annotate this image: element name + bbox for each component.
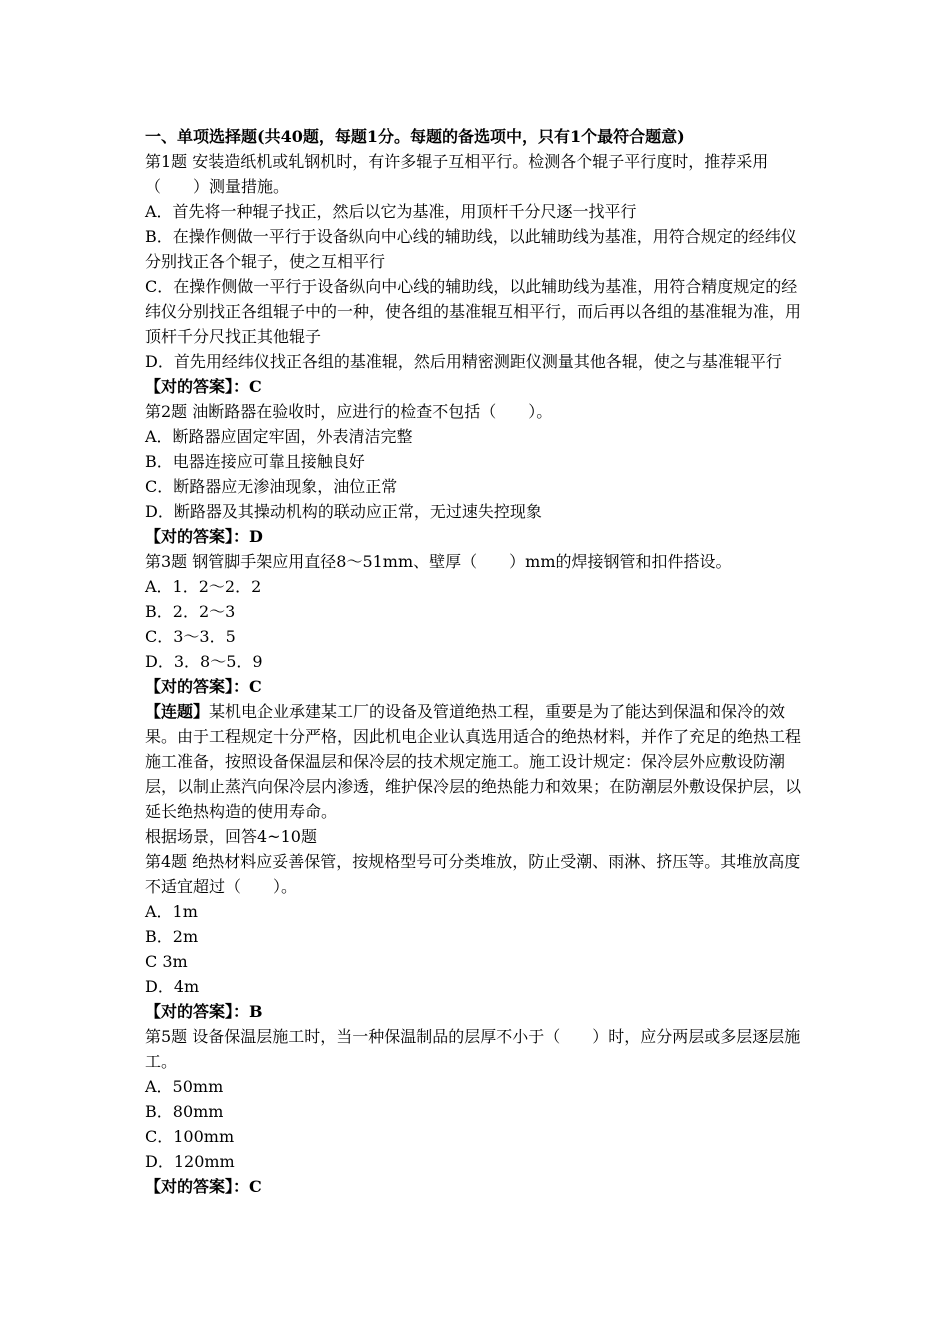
option-a: A．1m	[145, 902, 198, 921]
answer: 【对的答案】：C	[145, 377, 262, 396]
option-a: A．断路器应固定牢固，外表清洁完整	[145, 427, 413, 446]
answer: 【对的答案】：B	[145, 1002, 263, 1021]
question-4	[145, 849, 810, 1024]
option-c: C 3m	[145, 952, 188, 971]
option-b: B．电器连接应可靠且接触良好	[145, 452, 365, 471]
option-d: D．4m	[145, 977, 200, 996]
question-stem: 第2题 油断路器在验收时，应进行的检查不包括（ ）。	[145, 402, 553, 421]
answer: 【对的答案】：C	[145, 677, 262, 696]
option-a: A．50mm	[145, 1077, 224, 1096]
option-d: D．3．8～5．9	[145, 652, 263, 671]
option-a: A．首先将一种辊子找正，然后以它为基准，用顶杆千分尺逐一找平行	[145, 202, 637, 221]
option-c: C．在操作侧做一平行于设备纵向中心线的辅助线，以此辅助线为基准，用符合精度规定的经纬仪分别找正各组辊子中的一种，使各组的基准辊互相平行，而后再以各组的基准辊为准，用顶杆千分尺找正其他辊子	[145, 277, 802, 346]
case-label: 【连题】	[145, 702, 210, 721]
question-stem: 第3题 钢管脚手架应用直径8～51mm、壁厚（ ）mm的焊接钢管和扣件搭设。	[145, 552, 732, 571]
option-a: A．1．2～2．2	[145, 577, 262, 596]
question-stem: 第1题 安装造纸机或轧钢机时，有许多辊子互相平行。检测各个辊子平行度时，推荐采用（ ）测量措施。	[145, 152, 769, 196]
answer: 【对的答案】：D	[145, 527, 263, 546]
option-c: C．3～3．5	[145, 627, 236, 646]
option-b: B．80mm	[145, 1102, 224, 1121]
option-d: D．首先用经纬仪找正各组的基准辊，然后用精密测距仪测量其他各辊，使之与基准辊平行	[145, 352, 782, 371]
question-stem: 第4题 绝热材料应妥善保管，按规格型号可分类堆放，防止受潮、雨淋、挤压等。其堆放高度不适宜超过（ ）。	[145, 852, 801, 896]
question-stem: 第5题 设备保温层施工时，当一种保温制品的层厚不小于（ ）时，应分两层或多层逐层施工。	[145, 1027, 801, 1071]
answer: 【对的答案】：C	[145, 1177, 262, 1196]
case-prompt: 根据场景，回答4~10题	[145, 827, 317, 846]
question-5	[145, 1024, 810, 1199]
section-title: 一、单项选择题(共40题，每题1分。每题的备选项中，只有1个最符合题意)	[145, 127, 685, 146]
case-scenario	[145, 699, 810, 849]
option-d: D．断路器及其操动机构的联动应正常，无过速失控现象	[145, 502, 542, 521]
option-c: C．100mm	[145, 1127, 235, 1146]
option-b: B．在操作侧做一平行于设备纵向中心线的辅助线，以此辅助线为基准，用符合规定的经纬仪分别找正各个辊子，使之互相平行	[145, 227, 797, 271]
option-c: C．断路器应无渗油现象，油位正常	[145, 477, 398, 496]
option-b: B．2m	[145, 927, 199, 946]
case-text: 某机电企业承建某工厂的设备及管道绝热工程，重要是为了能达到保温和保冷的效果。由于工程规定十分严格，因此机电企业认真选用适合的绝热材料，并作了充足的绝热工程施工准备，按照设备保温层和保冷层的技术规定施工。施工设计规定：保冷层外应敷设防潮层，以制止蒸汽向保冷层内渗透，维护保冷层的绝热能力和效果；在防潮层外敷设保护层，以延长绝热构造的使用寿命。	[145, 702, 802, 821]
question-2	[145, 399, 810, 549]
option-b: B．2．2～3	[145, 602, 236, 621]
option-d: D．120mm	[145, 1152, 235, 1171]
question-1	[145, 149, 810, 399]
question-3	[145, 549, 810, 699]
